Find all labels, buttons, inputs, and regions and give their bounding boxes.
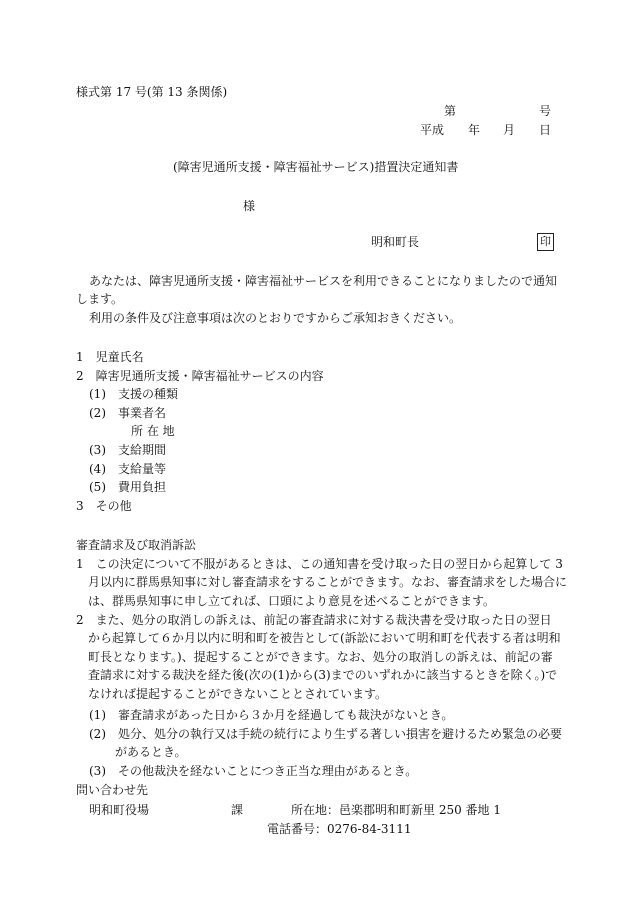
appeal-heading: 審査請求及び取消訴訟 bbox=[76, 538, 197, 552]
document-title: (障害児通所支援・障害福祉サービス)措置決定通知書 bbox=[173, 160, 459, 174]
appeal-p2-line: 町長となります。)、提起することができます。なお、処分の取消しの訴えは、前記の審 bbox=[88, 650, 553, 664]
date-era: 平成 bbox=[420, 123, 445, 137]
appeal-p1-line: は、群馬県知事に申し立てれば、口頭により意見を述べることができます。 bbox=[88, 594, 496, 608]
appeal-p1-line: 1 この決定について不服があるときは、この通知書を受け取った日の翌日から起算して 3 bbox=[76, 557, 563, 571]
date-year-label: 年 bbox=[468, 123, 481, 137]
appeal-p2-line: なければ提起することができないこととされています。 bbox=[88, 687, 388, 701]
intro-line-2: 利用の条件及び注意事項は次のとおりですからご承知おきください。 bbox=[89, 311, 462, 325]
document-number-suffix: 号 bbox=[539, 104, 552, 118]
date-month-label: 月 bbox=[503, 123, 516, 137]
appeal-p2-line: 2 また、処分の取消しの訴えは、前記の審査請求に対する裁決書を受け取った日の翌日 bbox=[76, 613, 552, 627]
item-other: 3 その他 bbox=[76, 499, 132, 513]
subitem-period: (3) 支給期間 bbox=[89, 443, 166, 457]
appeal-condition-3: (3) その他裁決を経ないことにつき正当な理由があるとき。 bbox=[89, 764, 418, 778]
addressee-suffix: 様 bbox=[243, 199, 256, 213]
appeal-condition-2: (2) 処分、処分の執行又は手続の続行により生ずる著しい損害を避けるため緊急の必要 bbox=[89, 727, 563, 741]
seal-stamp: 印 bbox=[537, 233, 554, 251]
issuer-name: 明和町長 bbox=[371, 235, 420, 249]
subitem-amount: (4) 支給量等 bbox=[89, 462, 166, 476]
intro-line-1: あなたは、障害児通所支援・障害福祉サービスを利用できることになりましたので通知 bbox=[89, 274, 558, 288]
item-child-name: 1 児童氏名 bbox=[76, 350, 144, 364]
document-number-prefix: 第 bbox=[444, 104, 457, 118]
contact-section: 課 bbox=[231, 803, 244, 817]
appeal-p2-line: から起算して６か月以内に明和町を被告として(訴訟において明和町を代表する者は明和 bbox=[88, 631, 561, 645]
contact-phone: 電話番号：0276-84-3111 bbox=[267, 822, 412, 836]
contact-heading: 問い合わせ先 bbox=[76, 783, 149, 797]
subitem-provider-address: 所 在 地 bbox=[131, 424, 175, 438]
intro-line-1-cont: します。 bbox=[76, 292, 124, 306]
appeal-p1-line: 月以内に群馬県知事に対し審査請求をすることができます。なお、審査請求をした場合に bbox=[88, 575, 568, 589]
subitem-support-type: (1) 支援の種類 bbox=[89, 387, 178, 401]
form-number-label: 様式第 17 号(第 13 条関係) bbox=[76, 85, 228, 99]
subitem-cost: (5) 費用負担 bbox=[89, 480, 166, 494]
contact-office: 明和町役場 bbox=[89, 803, 150, 817]
subitem-provider-name: (2) 事業者名 bbox=[89, 406, 166, 420]
contact-address: 所在地：邑楽郡明和町新里 250 番地 1 bbox=[291, 803, 501, 817]
appeal-condition-2-cont: があるとき。 bbox=[115, 745, 187, 759]
appeal-p2-line: 査請求に対する裁決を経た後(次の(1)から(3)までのいずれかに該当するときを除く。)で bbox=[88, 668, 558, 682]
appeal-condition-1: (1) 審査請求があった日から３か月を経過しても裁決がないとき。 bbox=[89, 708, 454, 722]
item-service-content: 2 障害児通所支援・障害福祉サービスの内容 bbox=[76, 369, 324, 383]
date-day-label: 日 bbox=[539, 123, 552, 137]
